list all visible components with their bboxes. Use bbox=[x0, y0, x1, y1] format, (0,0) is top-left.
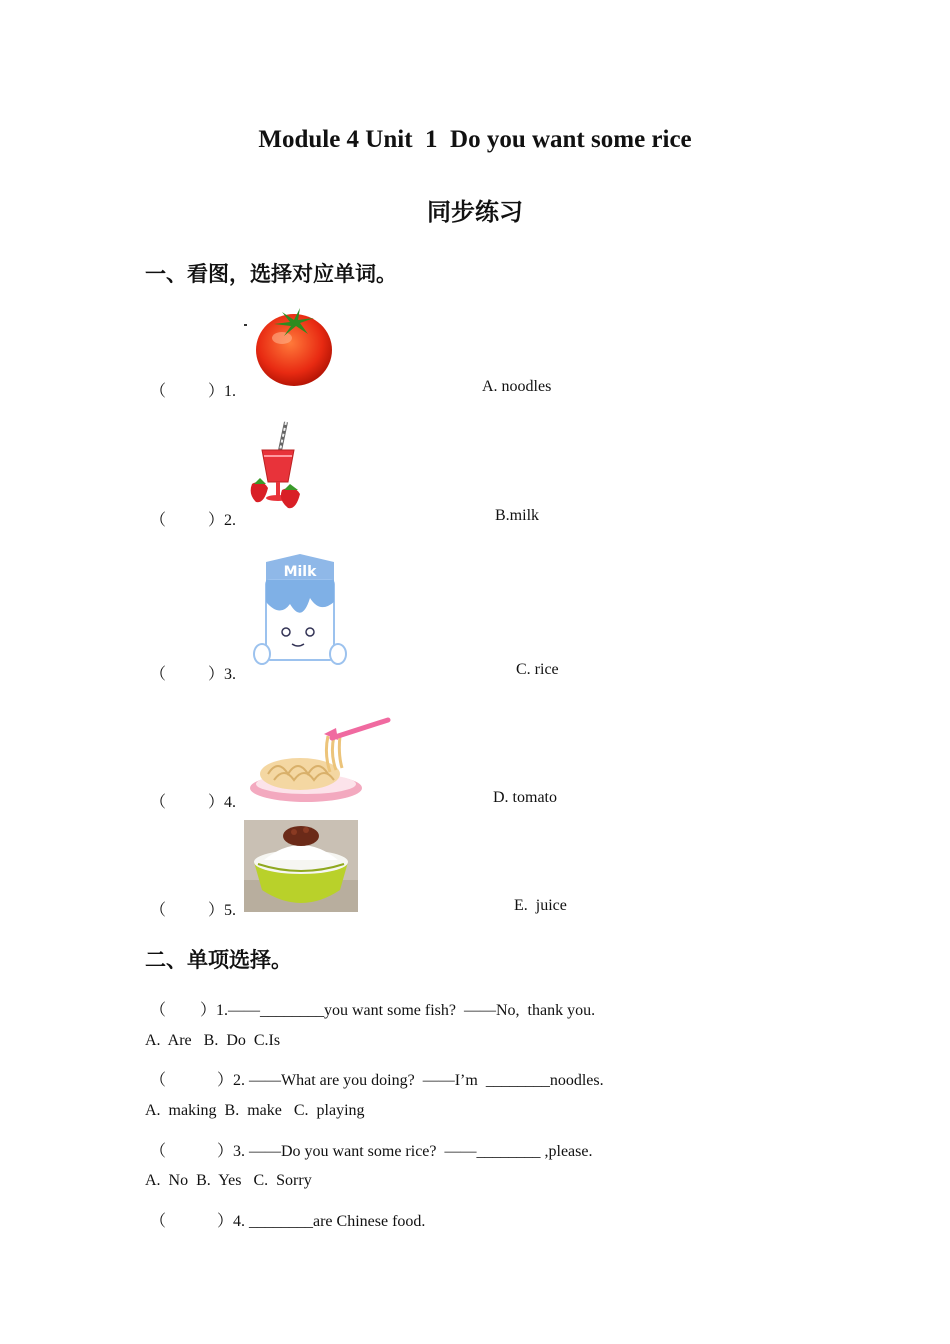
question-choices: A. making B. make C. playing bbox=[145, 1102, 365, 1119]
answer-paren-open: （ bbox=[150, 1143, 167, 1160]
word-option: E. juice bbox=[514, 897, 567, 914]
item-number: ）4. bbox=[208, 794, 237, 811]
question-choices: A. Are B. Do C.Is bbox=[145, 1032, 281, 1049]
rice-bowl-photo bbox=[244, 820, 358, 912]
question-text: ）3. ——Do you want some rice? ——________ ,please. bbox=[217, 1143, 593, 1160]
section-1-heading: 一、看图，选择对应单词。 bbox=[145, 262, 397, 286]
noodles-icon bbox=[248, 714, 392, 806]
answer-paren-open: （ bbox=[150, 1213, 167, 1230]
word-option: B.milk bbox=[495, 507, 540, 524]
juice-icon bbox=[248, 420, 306, 516]
word-option: A. noodles bbox=[482, 378, 552, 395]
answer-paren-open: （ bbox=[150, 383, 167, 400]
answer-paren-open: （ bbox=[150, 902, 167, 919]
question-text: ）2. ——What are you doing? ——I’m ________noodles. bbox=[217, 1072, 604, 1089]
svg-text:Milk: Milk bbox=[283, 564, 317, 580]
word-option: D. tomato bbox=[493, 789, 557, 806]
answer-paren-open: （ bbox=[150, 512, 167, 529]
item-number: ）2. bbox=[208, 512, 237, 529]
question-text: ）4. ________are Chinese food. bbox=[217, 1213, 426, 1230]
item-number: ）5. bbox=[208, 902, 237, 919]
question-text: ）1.——________you want some fish? ——No, thank you. bbox=[200, 1002, 596, 1019]
item-number: ）3. bbox=[208, 666, 237, 683]
item-number: ）1. bbox=[208, 383, 237, 400]
answer-paren-open: （ bbox=[150, 666, 167, 683]
question-choices: A. No B. Yes C. Sorry bbox=[145, 1172, 312, 1189]
answer-paren-open: （ bbox=[150, 1072, 167, 1089]
word-option: C. rice bbox=[516, 661, 559, 678]
page-title: Module 4 Unit 1 Do you want some rice bbox=[258, 126, 692, 153]
page-subtitle: 同步练习 bbox=[427, 198, 523, 226]
section-2-heading: 二、单项选择。 bbox=[145, 948, 292, 972]
tomato-icon bbox=[244, 306, 340, 390]
milk-carton-icon bbox=[250, 554, 350, 674]
answer-paren-open: （ bbox=[150, 1002, 167, 1019]
answer-paren-open: （ bbox=[150, 794, 167, 811]
